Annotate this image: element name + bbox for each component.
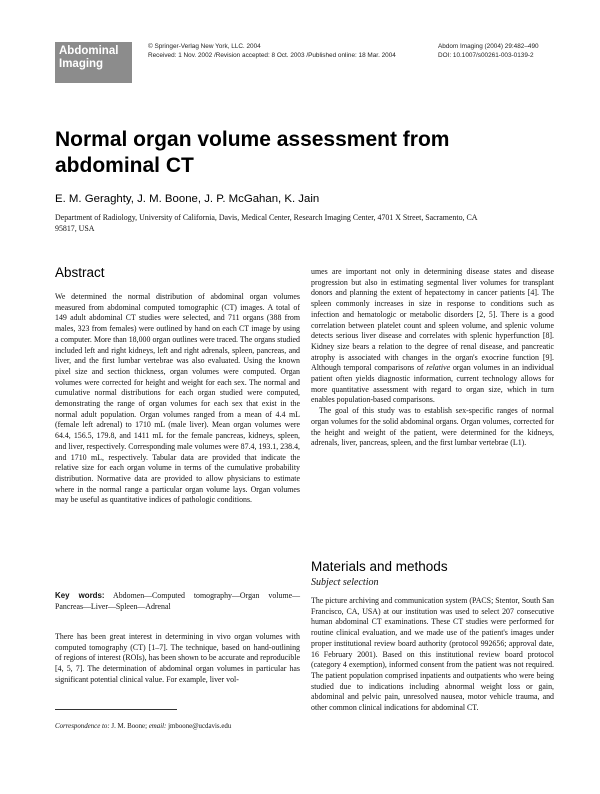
subject-selection-heading: Subject selection (311, 577, 379, 588)
emphasis-relative: relative (426, 363, 451, 373)
dates-line: Received: 1 Nov. 2002 /Revision accepted: 8 Oct. 2003 /Published online: 18 Mar. 2004 (148, 52, 396, 59)
correspondence-email[interactable]: jmboone@ucdavis.edu (168, 723, 232, 730)
copyright-line: © Springer-Verlag New York, LLC. 2004 (148, 43, 261, 50)
intro-paragraph-continued: umes are important not only in determining disease states and disease progression but also in estimating segmental liver volumes for transplant donors and planning the extent of hepatectomy in cancer patients [4]. The spleen commonly increases in size in response to conditions such as infection and hematologic or metabolic disorders [2, 5]. There is a good correlation between platelet count and spleen volume, and splenic volume detects serious liver disease and correlates with splenic hyperfunction [8]. Kidney size bears a relation to the degree of renal disease, and pancreatic atrophy is associated with changes in the organ's exocrine function [9]. Although temporal comparisons of relative organ volumes in an individual patient often yields diagnostic information, current technology allows for more quantitative assessment with regard to organ size, which in turn enables population-based comparisons. (311, 267, 554, 405)
keywords (55, 591, 300, 612)
methods-heading: Materials and methods (311, 559, 448, 574)
publication-info (148, 42, 396, 60)
citation-info (438, 42, 539, 60)
keywords-list: Abdomen—Computed tomography—Organ volume—Pancreas—Liver—Spleen—Adrenal (55, 591, 300, 611)
author-list: E. M. Geraghty, J. M. Boone, J. P. McGahan, K. Jain (55, 193, 320, 205)
correspondence-name: J. M. Boone; (111, 723, 148, 730)
affiliation-line-2: 95817, USA (55, 224, 95, 233)
abstract-body (55, 292, 300, 506)
introduction-continued (311, 267, 554, 449)
title-line-2: abdominal CT (55, 154, 194, 177)
methods-paragraph: The picture archiving and communication system (PACS; Stentor, South San Francisco, CA, USA) at our institution was used to select 207 consecutive human abdominal CT examinations. These CT studies were performed for routine clinical evaluation, and we made use of the patient's images under proper institutional review board authority (protocol 992656; approval date, 16 February 2001). Based on this institutional review board protocol (category 4 exemption), informed consent from the patient was not required. The patient population comprised inpatients and outpatients who were being studied due to indications including abnormal weight loss or gain, abdominal and pelvic pain, unresolved nausea, motor vehicle trauma, and other common clinical indications for abdominal CT. (311, 596, 554, 713)
journal-logo (55, 42, 132, 83)
logo-line-1: Abdominal (59, 45, 119, 57)
abstract-paragraph: We determined the normal distribution of abdominal organ volumes measured from abdominal computed tomographic (CT) images. A total of 149 adult abdominal CT studies were selected, and 711 organs (388 from males, 323 from females) were outlined by hand on each CT image by using a computer. More than 18,000 organ outlines were traced. The organs studied included left and right kidneys, left and right adrenals, spleen, pancreas, and liver, and the first lumbar vertebrae was also evaluated. Using the known pixel size and section thickness, organ volumes were computed. Organ volumes were corrected for height and weight for each sex. The normal and cumulative normal distributions for each organ studied were computed, demonstrating the range of organ volumes for each sex that exist in the normal adult population. Organ volumes ranged from a mean of 4.4 mL (female left adrenal) to 1710 mL (male liver). Mean organ volumes were 64.4, 156.5, 179.8, and 1411 mL for the female pancreas, kidneys, spleen, and liver, respectively. Corresponding male volumes were 87.4, 193.1, 238.4, and 1710 mL, respectively. Tabular data are provided that indicate the relative size for each organ volume in terms of the cumulative probability distribution. Normative data are provided to allow physicians to estimate where in the normal range a particular organ volume lays. Organ volumes may be useful as quantitative indices of pathologic conditions. (55, 292, 300, 505)
doi-line[interactable]: DOI: 10.1007/s00261-003-0139-2 (438, 52, 534, 59)
footnote-divider (55, 709, 177, 710)
affiliation-line-1: Department of Radiology, University of California, Davis, Medical Center, Research Imaging Center, 4701 X Street, Sacramento, CA (55, 213, 478, 222)
intro-paragraph-1: There has been great interest in determining in vivo organ volumes with computed tomography (CT) [1–7]. The technique, based on hand-outlining of regions of interest (ROIs), has been shown to be accurate and reproducible [4, 5, 7]. The determination of abdominal organ volumes in particular has significant potential clinical value. For example, liver vol- (55, 632, 300, 684)
intro-paragraph-2: The goal of this study was to establish sex-specific ranges of normal organ volumes for the solid abdominal organs. Organ volumes, corrected for the height and weight of the patient, were determined for the kidneys, adrenals, liver, pancreas, spleen, and the first lumbar vertebrae (L1). (311, 406, 554, 448)
email-label: email: (148, 723, 167, 730)
article-title (55, 127, 555, 179)
keywords-label: Key words: (55, 591, 105, 600)
title-line-1: Normal organ volume assessment from (55, 128, 450, 151)
methods-body (311, 596, 554, 714)
correspondence-footnote (55, 723, 231, 730)
citation-line: Abdom Imaging (2004) 29:482–490 (438, 43, 539, 50)
affiliation (55, 212, 555, 234)
abstract-heading: Abstract (55, 265, 105, 280)
logo-line-2: Imaging (59, 58, 104, 70)
correspondence-label: Correspondence to: (55, 723, 110, 730)
introduction (55, 632, 300, 686)
